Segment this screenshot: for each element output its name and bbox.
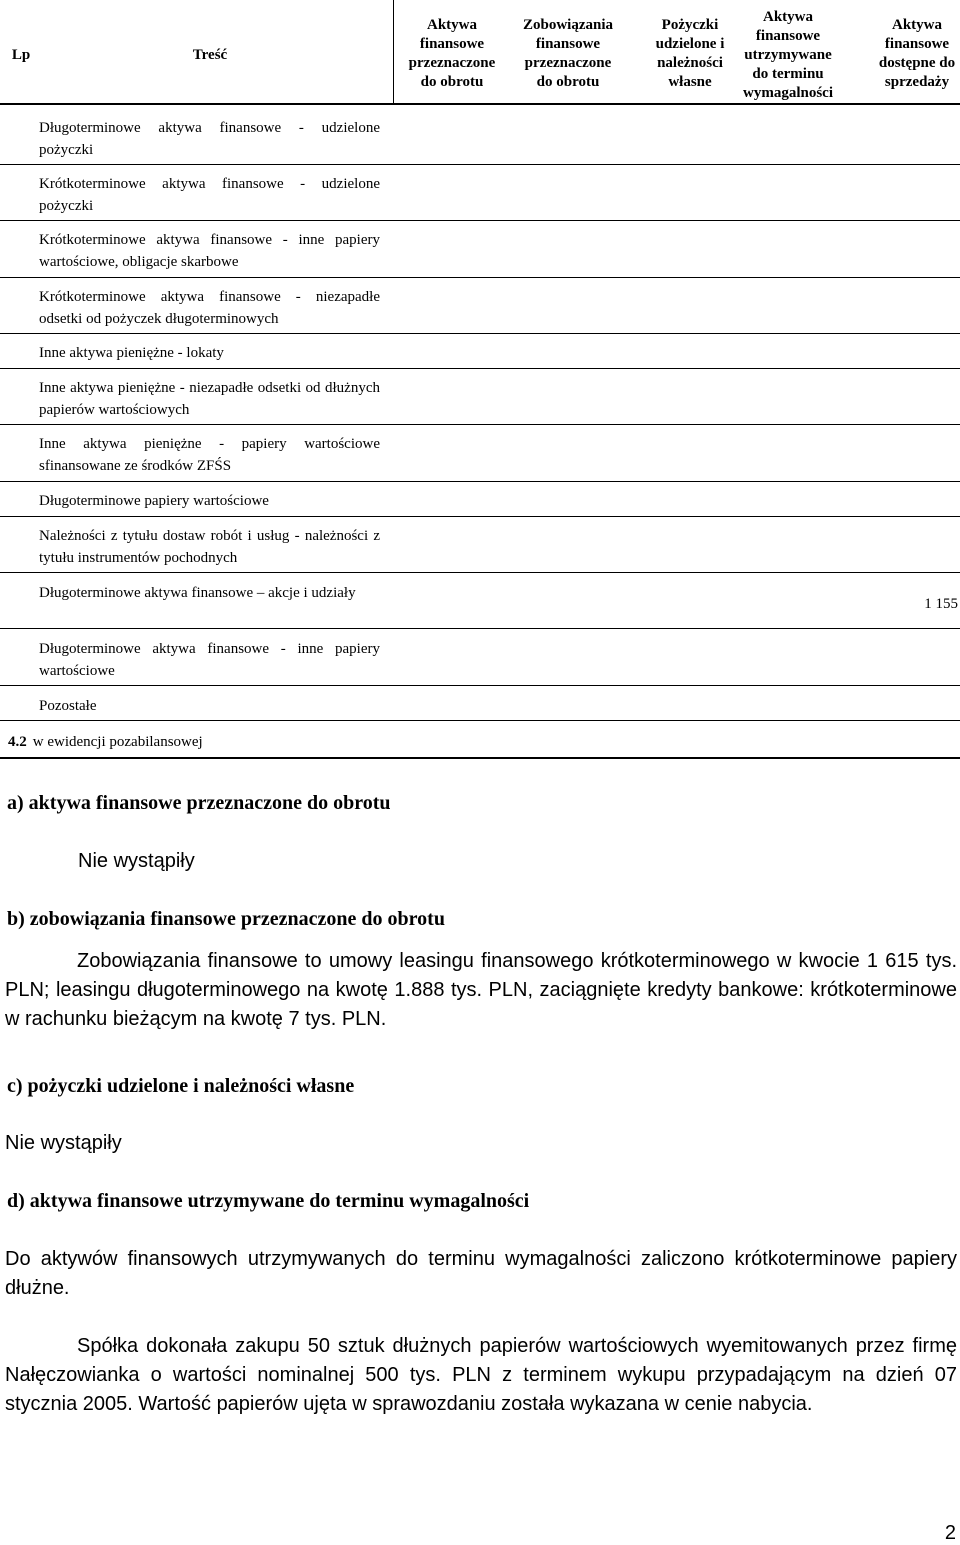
table-row-label: Długoterminowe aktywa finansowe – akcje i udziały	[39, 585, 356, 601]
section-number: 4.2	[8, 734, 27, 750]
table-row-label: Inne aktywa pieniężne - papiery wartościowe sfinansowane ze środków ZFŚS	[39, 436, 380, 474]
header-col-loans-receivables: Pożyczki udzielone i należności własne	[655, 17, 725, 90]
header-col-available-for-sale: Aktywa finansowe dostępne do sprzedaży	[878, 17, 956, 90]
row-separator	[0, 333, 960, 334]
paragraph-d1: Do aktywów finansowych utrzymywanych do terminu wymagalności zaliczono krótkoterminowe papiery dłużne.	[5, 1248, 957, 1299]
section-title: w ewidencji pozabilansowej	[32, 734, 203, 750]
table-cell-value: 1 155	[924, 596, 958, 612]
heading-c: c) pożyczki udzielone i należności własne	[7, 1075, 355, 1097]
heading-b: b) zobowiązania finansowe przeznaczone do obrotu	[7, 908, 445, 930]
row-separator	[0, 628, 960, 629]
header-tresc: Treść	[192, 47, 228, 63]
header-divider	[393, 0, 394, 104]
header-col-held-to-maturity: Aktywa finansowe utrzymywane do terminu wymagalności	[743, 9, 833, 101]
row-separator	[0, 424, 960, 425]
table-row-label: Długoterminowe aktywa finansowe - inne papiery wartościowe	[39, 641, 380, 679]
table-row-label: Krótkoterminowe aktywa finansowe - niezapadłe odsetki od pożyczek długoterminowych	[39, 289, 380, 327]
page-number: 2	[944, 1522, 956, 1544]
section-heading	[8, 732, 203, 752]
paragraph-d2: Spółka dokonała zakupu 50 sztuk dłużnych papierów wartościowych wyemitowanych przez firmę Nałęczowianka o wartości nominalnej 500 tys. PLN z terminem wykupu przypadającym na dzień 07 stycznia 2005. Wartość papierów ujęta w sprawozdaniu została wykazana w cenie nabycia.	[5, 1335, 957, 1415]
table-row-label: Inne aktywa pieniężne - lokaty	[39, 345, 224, 361]
paragraph-c: Nie wystąpiły	[5, 1132, 122, 1154]
table-row-label: Należności z tytułu dostaw robót i usług - należności z tytułu instrumentów pochodnych	[39, 528, 380, 566]
table-row-label: Długoterminowe papiery wartościowe	[39, 493, 269, 509]
table-row-label: Krótkoterminowe aktywa finansowe - inne papiery wartościowe, obligacje skarbowe	[39, 232, 380, 270]
section-rule	[0, 757, 960, 759]
row-separator	[0, 368, 960, 369]
row-separator	[0, 164, 960, 165]
header-bottom-rule	[0, 103, 960, 105]
row-separator	[0, 720, 960, 721]
row-separator	[0, 220, 960, 221]
table-row-label: Długoterminowe aktywa finansowe - udzielone pożyczki	[39, 120, 380, 158]
row-separator	[0, 685, 960, 686]
paragraph-a: Nie wystąpiły	[78, 850, 195, 872]
table-row-label: Pozostałe	[39, 698, 97, 714]
paragraph-b: Zobowiązania finansowe to umowy leasingu finansowego krótkoterminowego w kwocie 1 615 tys. PLN; leasingu długoterminowego na kwotę 1.888 tys. PLN, zaciągnięte kredyty bankowe: krótkoterminowe w rachunku bieżącym na kwotę 7 tys. PLN.	[5, 950, 957, 1030]
row-separator	[0, 277, 960, 278]
heading-a: a) aktywa finansowe przeznaczone do obrotu	[7, 792, 391, 814]
row-separator	[0, 481, 960, 482]
heading-d: d) aktywa finansowe utrzymywane do terminu wymagalności	[7, 1190, 530, 1212]
table-row-label: Krótkoterminowe aktywa finansowe - udzielone pożyczki	[39, 176, 380, 214]
row-separator	[0, 572, 960, 573]
header-lp: Lp	[11, 47, 31, 63]
header-col-trading-liabilities: Zobowiązania finansowe przeznaczone do obrotu	[522, 17, 613, 90]
table-row-label: Inne aktywa pieniężne - niezapadłe odsetki od dłużnych papierów wartościowych	[39, 380, 380, 418]
row-separator	[0, 516, 960, 517]
header-col-trading-assets: Aktywa finansowe przeznaczone do obrotu	[408, 17, 496, 90]
